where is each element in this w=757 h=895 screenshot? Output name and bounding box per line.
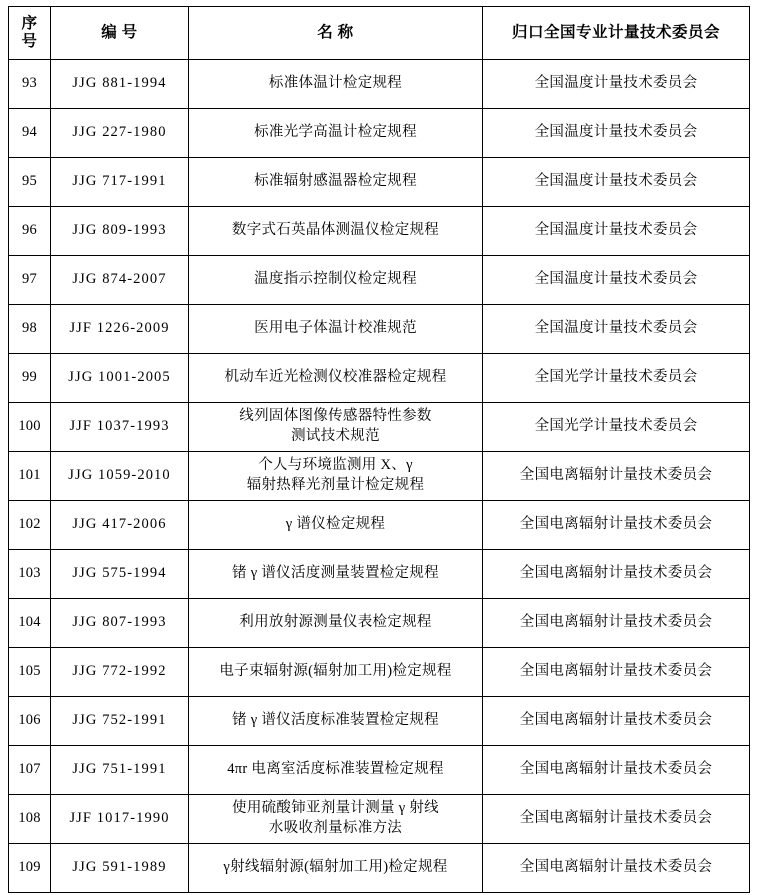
table-row	[9, 746, 750, 795]
cell-committee: 全国光学计量技术委员会	[483, 354, 750, 403]
cell-standard-name: 温度指示控制仪检定规程	[189, 256, 483, 305]
cell-standard-code: JJG 575-1994	[51, 550, 189, 599]
cell-standard-code: JJF 1037-1993	[51, 403, 189, 452]
cell-sequence-number: 101	[9, 452, 51, 501]
cell-committee: 全国光学计量技术委员会	[483, 403, 750, 452]
column-header-committee: 归口全国专业计量技术委员会	[483, 7, 750, 60]
cell-committee: 全国电离辐射计量技术委员会	[483, 844, 750, 893]
cell-committee: 全国电离辐射计量技术委员会	[483, 452, 750, 501]
cell-sequence-number: 105	[9, 648, 51, 697]
cell-committee: 全国温度计量技术委员会	[483, 109, 750, 158]
cell-standard-code: JJG 591-1989	[51, 844, 189, 893]
cell-committee: 全国电离辐射计量技术委员会	[483, 550, 750, 599]
cell-sequence-number: 109	[9, 844, 51, 893]
cell-standard-name: 医用电子体温计校准规范	[189, 305, 483, 354]
cell-standard-name: 标准辐射感温器检定规程	[189, 158, 483, 207]
cell-sequence-number: 103	[9, 550, 51, 599]
cell-standard-code: JJG 717-1991	[51, 158, 189, 207]
cell-standard-code: JJG 1059-2010	[51, 452, 189, 501]
table-row	[9, 501, 750, 550]
cell-standard-name	[189, 795, 483, 844]
cell-standard-name: 机动车近光检测仪校准器检定规程	[189, 354, 483, 403]
cell-committee: 全国温度计量技术委员会	[483, 60, 750, 109]
cell-sequence-number: 100	[9, 403, 51, 452]
column-header-seq	[9, 7, 51, 60]
cell-standard-code: JJG 751-1991	[51, 746, 189, 795]
cell-standard-name	[189, 452, 483, 501]
cell-sequence-number: 96	[9, 207, 51, 256]
cell-standard-code: JJG 227-1980	[51, 109, 189, 158]
cell-standard-code: JJG 752-1991	[51, 697, 189, 746]
table-row	[9, 354, 750, 403]
cell-committee: 全国电离辐射计量技术委员会	[483, 648, 750, 697]
column-header-seq-line1: 序	[21, 15, 38, 33]
cell-standard-code: JJG 874-2007	[51, 256, 189, 305]
table-body	[9, 60, 750, 893]
regulations-table	[8, 6, 750, 893]
column-header-name: 名 称	[189, 7, 483, 60]
cell-standard-name-line1: 线列固体图像传感器特性参数	[239, 408, 432, 425]
table-header	[9, 7, 750, 60]
cell-standard-name: 数字式石英晶体测温仪检定规程	[189, 207, 483, 256]
table-row	[9, 109, 750, 158]
cell-sequence-number: 93	[9, 60, 51, 109]
cell-committee: 全国电离辐射计量技术委员会	[483, 501, 750, 550]
cell-standard-name-line1: 个人与环境监测用 X、γ	[258, 457, 413, 474]
cell-standard-name-line2: 测试技术规范	[291, 428, 380, 444]
table-row	[9, 697, 750, 746]
cell-standard-name: 锗 γ 谱仪活度测量装置检定规程	[189, 550, 483, 599]
cell-committee: 全国电离辐射计量技术委员会	[483, 746, 750, 795]
cell-standard-name	[189, 403, 483, 452]
table-row	[9, 403, 750, 452]
cell-standard-code: JJG 809-1993	[51, 207, 189, 256]
table-row	[9, 207, 750, 256]
table-row	[9, 599, 750, 648]
table-row	[9, 305, 750, 354]
cell-standard-code: JJG 417-2006	[51, 501, 189, 550]
cell-standard-name: γ 谱仪检定规程	[189, 501, 483, 550]
column-header-code: 编 号	[51, 7, 189, 60]
cell-standard-name-line2: 水吸收剂量标准方法	[268, 820, 403, 836]
cell-sequence-number: 102	[9, 501, 51, 550]
cell-standard-name: 标准光学高温计检定规程	[189, 109, 483, 158]
cell-standard-code: JJG 772-1992	[51, 648, 189, 697]
table-row	[9, 648, 750, 697]
column-header-seq-line2: 号	[21, 33, 38, 50]
table-row	[9, 60, 750, 109]
cell-standard-name: γ射线辐射源(辐射加工用)检定规程	[189, 844, 483, 893]
table-row	[9, 158, 750, 207]
table-row	[9, 795, 750, 844]
cell-sequence-number: 99	[9, 354, 51, 403]
cell-standard-code: JJG 807-1993	[51, 599, 189, 648]
cell-sequence-number: 106	[9, 697, 51, 746]
cell-sequence-number: 95	[9, 158, 51, 207]
cell-standard-name: 4πr 电离室活度标准装置检定规程	[189, 746, 483, 795]
cell-committee: 全国温度计量技术委员会	[483, 207, 750, 256]
cell-committee: 全国温度计量技术委员会	[483, 305, 750, 354]
cell-sequence-number: 94	[9, 109, 51, 158]
cell-standard-name: 电子束辐射源(辐射加工用)检定规程	[189, 648, 483, 697]
cell-standard-name: 锗 γ 谱仪活度标准装置检定规程	[189, 697, 483, 746]
table-row	[9, 256, 750, 305]
cell-committee: 全国电离辐射计量技术委员会	[483, 795, 750, 844]
cell-committee: 全国电离辐射计量技术委员会	[483, 697, 750, 746]
cell-standard-name: 标准体温计检定规程	[189, 60, 483, 109]
cell-standard-name-line2: 辐射热释光剂量计检定规程	[246, 477, 425, 493]
table-row	[9, 844, 750, 893]
cell-committee: 全国温度计量技术委员会	[483, 158, 750, 207]
cell-standard-name: 利用放射源测量仪表检定规程	[189, 599, 483, 648]
cell-sequence-number: 107	[9, 746, 51, 795]
cell-sequence-number: 97	[9, 256, 51, 305]
cell-standard-code: JJF 1226-2009	[51, 305, 189, 354]
cell-sequence-number: 98	[9, 305, 51, 354]
cell-committee: 全国电离辐射计量技术委员会	[483, 599, 750, 648]
cell-standard-name-line1: 使用硫酸铈亚剂量计测量 γ 射线	[232, 800, 439, 817]
cell-standard-code: JJG 1001-2005	[51, 354, 189, 403]
cell-committee: 全国温度计量技术委员会	[483, 256, 750, 305]
cell-standard-code: JJF 1017-1990	[51, 795, 189, 844]
table-header-row	[9, 7, 750, 60]
table-row	[9, 550, 750, 599]
cell-sequence-number: 108	[9, 795, 51, 844]
cell-sequence-number: 104	[9, 599, 51, 648]
table-row	[9, 452, 750, 501]
cell-standard-code: JJG 881-1994	[51, 60, 189, 109]
